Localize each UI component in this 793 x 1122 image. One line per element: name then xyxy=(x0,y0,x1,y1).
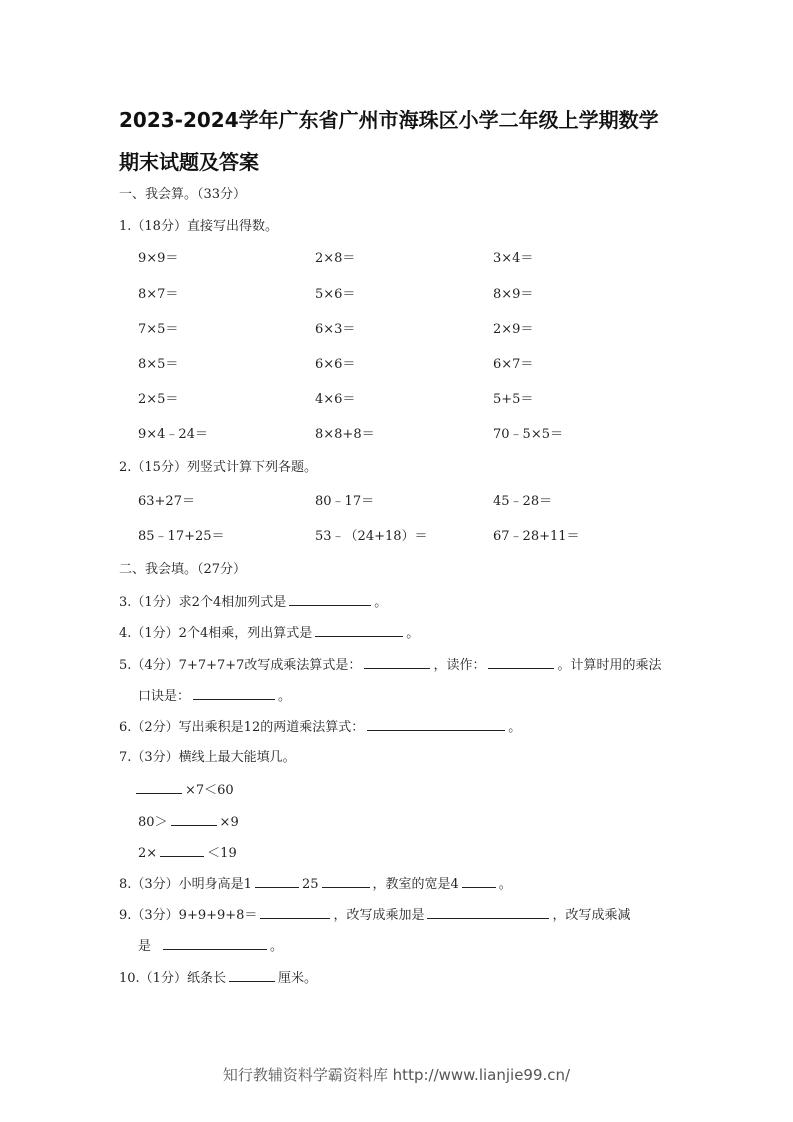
answer-blank[interactable] xyxy=(322,875,370,888)
q10-text: 10.（1分）纸条长 xyxy=(119,971,226,986)
q2-item: 45﹣28＝ xyxy=(493,494,553,509)
answer-blank[interactable] xyxy=(255,875,299,888)
q1-item: 70﹣5×5＝ xyxy=(493,427,563,442)
q6-end: 。 xyxy=(508,720,522,735)
q8-mid1: 25 xyxy=(301,877,319,892)
question-5-line2 xyxy=(138,687,291,706)
q9-mid1: ，改写成乘加是 xyxy=(333,908,425,923)
answer-blank[interactable] xyxy=(163,937,267,950)
question-5 xyxy=(119,656,661,675)
q1-item: 6×6＝ xyxy=(315,357,356,372)
q1-item: 4×6＝ xyxy=(315,392,356,407)
answer-blank[interactable] xyxy=(364,656,430,669)
q8-end: 。 xyxy=(498,877,512,892)
question-7-label: 7.（3分）横线上最大能填几。 xyxy=(119,750,296,765)
q1-item: 6×3＝ xyxy=(315,322,356,337)
q1-item: 9×9＝ xyxy=(138,251,179,266)
q1-item: 8×5＝ xyxy=(138,357,179,372)
question-3 xyxy=(119,593,387,612)
answer-blank[interactable] xyxy=(193,687,275,700)
question-9 xyxy=(119,906,630,925)
q3-end: 。 xyxy=(374,595,388,610)
answer-blank[interactable] xyxy=(315,624,403,637)
q1-item: 6×7＝ xyxy=(493,357,534,372)
q8-mid2: ，教室的宽是4 xyxy=(372,877,459,892)
q1-item: 2×8＝ xyxy=(315,251,356,266)
q9-line2-end: 。 xyxy=(270,939,284,954)
question-1-label: 1.（18分）直接写出得数。 xyxy=(119,219,278,234)
q2-item: 63+27＝ xyxy=(138,494,195,509)
footer-watermark: 知行教辅资料学霸资料库 http://www.lianjie99.cn/ xyxy=(222,1066,571,1084)
section2-heading: 二、我会填。（27分） xyxy=(119,562,247,577)
section1-heading: 一、我会算。（33分） xyxy=(119,187,247,202)
q2-item: 85﹣17+25＝ xyxy=(138,529,225,544)
question-7a xyxy=(136,781,234,800)
q7b-prefix: 80＞ xyxy=(138,815,168,830)
q2-item: 53﹣（24+18）＝ xyxy=(315,529,428,544)
q10-end: 厘米。 xyxy=(277,971,317,986)
q1-item: 8×7＝ xyxy=(138,287,179,302)
answer-blank[interactable] xyxy=(136,781,182,794)
question-10 xyxy=(119,969,317,988)
q3-text: 3.（1分）求2个4相加列式是 xyxy=(119,595,287,610)
q1-item: 9×4﹣24＝ xyxy=(138,427,208,442)
answer-blank[interactable] xyxy=(229,969,275,982)
answer-blank[interactable] xyxy=(260,906,330,919)
document-title-line1: 2023-2024学年广东省广州市海珠区小学二年级上学期数学 xyxy=(119,108,659,132)
q9-line2-text: 是 xyxy=(138,939,152,954)
q1-item: 5+5＝ xyxy=(493,392,534,407)
q9-mid2: ，改写成乘减 xyxy=(552,908,631,923)
q1-item: 2×5＝ xyxy=(138,392,179,407)
q5-end: 。计算时用的乘法 xyxy=(557,658,662,673)
answer-blank[interactable] xyxy=(171,813,217,826)
q1-item: 8×8+8＝ xyxy=(315,427,375,442)
question-7b xyxy=(138,813,239,832)
q1-item: 7×5＝ xyxy=(138,322,179,337)
q5-text: 5.（4分）7+7+7+7改写成乘法算式是： xyxy=(119,658,362,673)
question-9-line2 xyxy=(138,937,283,956)
q7b-suffix: ×9 xyxy=(219,815,239,830)
answer-blank[interactable] xyxy=(160,844,204,857)
q2-item: 80﹣17＝ xyxy=(315,494,375,509)
q5-line2-end: 。 xyxy=(278,689,292,704)
q2-item: 67﹣28+11＝ xyxy=(493,529,580,544)
answer-blank[interactable] xyxy=(367,718,505,731)
question-8 xyxy=(119,875,512,894)
q7a-text: ×7＜60 xyxy=(185,783,234,798)
question-6 xyxy=(119,718,521,737)
answer-blank[interactable] xyxy=(488,656,554,669)
q8-text: 8.（3分）小明身高是1 xyxy=(119,877,252,892)
question-2-label: 2.（15分）列竖式计算下列各题。 xyxy=(119,460,317,475)
answer-blank[interactable] xyxy=(462,875,496,888)
answer-blank[interactable] xyxy=(427,906,549,919)
q6-text: 6.（2分）写出乘积是12的两道乘法算式： xyxy=(119,720,365,735)
answer-blank[interactable] xyxy=(289,593,371,606)
question-4 xyxy=(119,624,419,643)
q5-line2-text: 口诀是： xyxy=(138,689,191,704)
q7c-suffix: ＜19 xyxy=(207,846,237,861)
document-title-line2: 期末试题及答案 xyxy=(119,150,259,174)
q9-text: 9.（3分）9+9+9+8＝ xyxy=(119,908,258,923)
q4-end: 。 xyxy=(406,626,420,641)
q1-item: 2×9＝ xyxy=(493,322,534,337)
q1-item: 5×6＝ xyxy=(315,287,356,302)
q7c-prefix: 2× xyxy=(138,846,158,861)
question-7c xyxy=(138,844,237,863)
q5-mid: ，读作： xyxy=(433,658,486,673)
q4-text: 4.（1分）2个4相乘，列出算式是 xyxy=(119,626,313,641)
q1-item: 3×4＝ xyxy=(493,251,534,266)
q1-item: 8×9＝ xyxy=(493,287,534,302)
